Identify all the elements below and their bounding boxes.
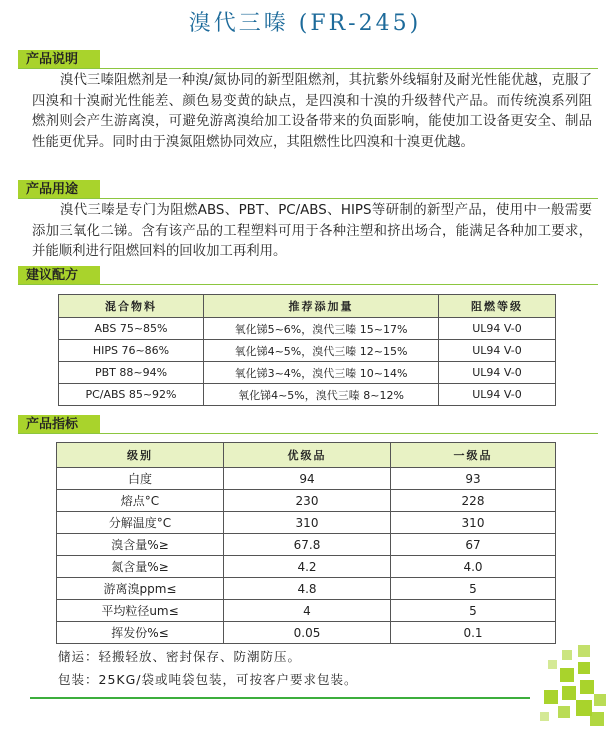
table-cell: 氧化锑3~4%，溴代三嗪 10~14% [204,362,439,384]
table-cell: 平均粒径um≤ [57,600,224,622]
table-cell: 氧化锑4~5%，溴代三嗪 12~15% [204,340,439,362]
table-cell: 氧化锑5~6%，溴代三嗪 15~17% [204,318,439,340]
table-cell: 67.8 [224,534,391,556]
storage-note: 储运：轻搬轻放、密封保存、防潮防压。 [58,649,302,664]
table-cell: 310 [224,512,391,534]
table-cell: UL94 V-0 [439,318,556,340]
table-cell: UL94 V-0 [439,384,556,406]
section-formulation-heading: 建议配方 [18,266,100,285]
table-cell: 溴含量%≥ [57,534,224,556]
section-description-heading: 产品说明 [18,50,100,69]
table-row [57,490,556,512]
specs-table [56,442,556,644]
table-cell: UL94 V-0 [439,362,556,384]
table-row [57,578,556,600]
usage-paragraph: 溴代三嗪是专门为阻燃ABS、PBT、PC/ABS、HIPS等研制的新型产品，使用中一般需要添加三氧化二锑。含有该产品的工程塑料可用于各种注塑和挤出场合，能满足各种加工要求，并能顺利进行阻燃回料的回收加工再利用。 [32,203,592,259]
table-cell: PBT 88~94% [59,362,204,384]
table-cell: 310 [391,512,556,534]
table-cell: ABS 75~85% [59,318,204,340]
table-row [57,600,556,622]
table-row [57,556,556,578]
table-cell: 熔点°C [57,490,224,512]
column-header: 级别 [57,443,224,468]
table-cell: 4.2 [224,556,391,578]
table-cell: 94 [224,468,391,490]
table-cell: 氮含量%≥ [57,556,224,578]
description-paragraph: 溴代三嗪阻燃剂是一种溴/氮协同的新型阻燃剂，其抗紫外线辐射及耐光性能优越，克服了四溴和十溴耐光性能差、颜色易变黄的缺点，是四溴和十溴的升级替代产品。而传统溴系列阻燃剂则会产生游离溴，可避免游离溴给加工设备带来的负面影响，能使加工设备更安全、制品性能更优异。同时由于溴氮阻燃协同效应，其阻燃性比四溴和十溴更优越。 [32,73,592,150]
table-cell: 氧化锑4~5%，溴代三嗪 8~12% [204,384,439,406]
column-header: 阻燃等级 [439,295,556,318]
table-cell: PC/ABS 85~92% [59,384,204,406]
table-cell: 游离溴ppm≤ [57,578,224,600]
formulation-table [58,294,556,406]
table-row [59,318,556,340]
table-row [57,622,556,644]
table-cell: 白度 [57,468,224,490]
table-row [57,534,556,556]
table-row [59,362,556,384]
table-cell: 5 [391,600,556,622]
table-row [57,512,556,534]
column-header: 优级品 [224,443,391,468]
table-cell: 挥发份%≤ [57,622,224,644]
packaging-note: 包装：25KG/袋或吨袋包装，可按客户要求包装。 [58,672,358,687]
table-cell: 67 [391,534,556,556]
column-header: 混合物料 [59,295,204,318]
column-header: 一级品 [391,443,556,468]
table-cell: 0.05 [224,622,391,644]
table-cell: 5 [391,578,556,600]
table-cell: 230 [224,490,391,512]
section-usage-heading: 产品用途 [18,180,100,199]
table-cell: 4 [224,600,391,622]
page-title: 溴代三嗪 (FR-245) [188,11,422,36]
table-header-row [59,295,556,318]
table-cell: 0.1 [391,622,556,644]
column-header: 推荐添加量 [204,295,439,318]
table-row [59,384,556,406]
table-cell: 93 [391,468,556,490]
table-row [59,340,556,362]
table-header-row [57,443,556,468]
section-specs-heading: 产品指标 [18,415,100,434]
table-row [57,468,556,490]
table-cell: HIPS 76~86% [59,340,204,362]
table-cell: 228 [391,490,556,512]
table-cell: 分解温度°C [57,512,224,534]
table-cell: UL94 V-0 [439,340,556,362]
bottom-divider [30,697,530,699]
table-cell: 4.0 [391,556,556,578]
table-cell: 4.8 [224,578,391,600]
